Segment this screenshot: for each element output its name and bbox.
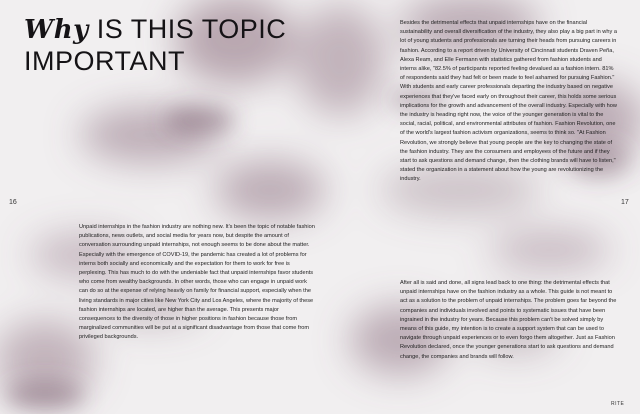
footer-mark: RITE [611, 401, 625, 407]
paragraph-left: Unpaid internships in the fashion industry are nothing new. It's been the topic of notable fashion publications, news outlets, and social media for years now, but despite the amount of conversation surrounding unpaid internships, not enough seems to be done about the matter. Especially with the emergence of COVID-19, the pandemic has created a lot of problems for interns both socially and economically and the expectation for them to work for free is perplexing. This has much to do with the undeniable fact that unpaid internships favor students who come from wealthy backgrounds. In other words, those who can engage in unpaid work can do so at the expense of relying heavily on family for financial support, especially when the living standards in major cities like New York City and Los Angeles, where the majority of these fashion internships are located, are higher than the average. This presents major consequences to the diversity of those in higher positions in fashion because those from marginalized communities will be put at a significant disadvantage from those that come from privileged backgrounds. [79, 224, 315, 341]
paragraph-right-bottom: After all is said and done, all signs lead back to one thing: the detrimental effects that unpaid internships have on the fashion industry as a whole. This guide is not meant to act as a solution to the problem of unpaid internships. The problem goes far beyond the companies and individuals involved and points to systematic issues that have been ingrained in the industry for years. Because this problem can't be solved simply by means of this guide, my intention is to create a support system that can be used to navigate through unpaid experiences or to even forgo them altogether. Just as Fashion Revolution declared, once the younger generations start to ask questions and demand change, the companies and brands will follow. [400, 280, 617, 360]
page-title [24, 14, 324, 77]
page-number-left: 16 [9, 199, 17, 206]
title-rest: IS THIS TOPIC IMPORTANT [24, 14, 287, 76]
page-number-right: 17 [621, 199, 629, 206]
title-emphasis: Why [24, 15, 89, 45]
paragraph-right-top: Besides the detrimental effects that unpaid internships have on the financial sustainability and overall diversification of the industry, they also play a big part in why a lot of young students and professionals are turning their heads from pursuing careers in fashion. According to a report driven by University of Cincinnati students Draven Peña, Alexa Ream, and Elle Fermann with statistics gathered from fashion students and interns alike, "82.5% of participants reported feeling devalued as a fashion intern. 81% of respondents said they had felt or been made to feel ashamed for pursuing Fashion." With students and early career professionals departing the industry based on negative experiences that they've faced early on throughout their career, this holds some serious implications for the growth and advancement of the overall industry. Especially with how the industry is heading right now, the voice of the younger generation is vital to the social, racial, political, and environmental attributes of fashion. Fashion Revolution, one of the world's largest fashion activism organizations, seems to think so. "At Fashion Revolution, we strongly believe that young people are the key to changing the state of the fashion industry. They are the consumers and employees of the future and if they start to ask questions and demand change, then the clothing brands will have to listen," stated the organization in a statement about how the young are revolutionizing the industry. [400, 20, 617, 183]
